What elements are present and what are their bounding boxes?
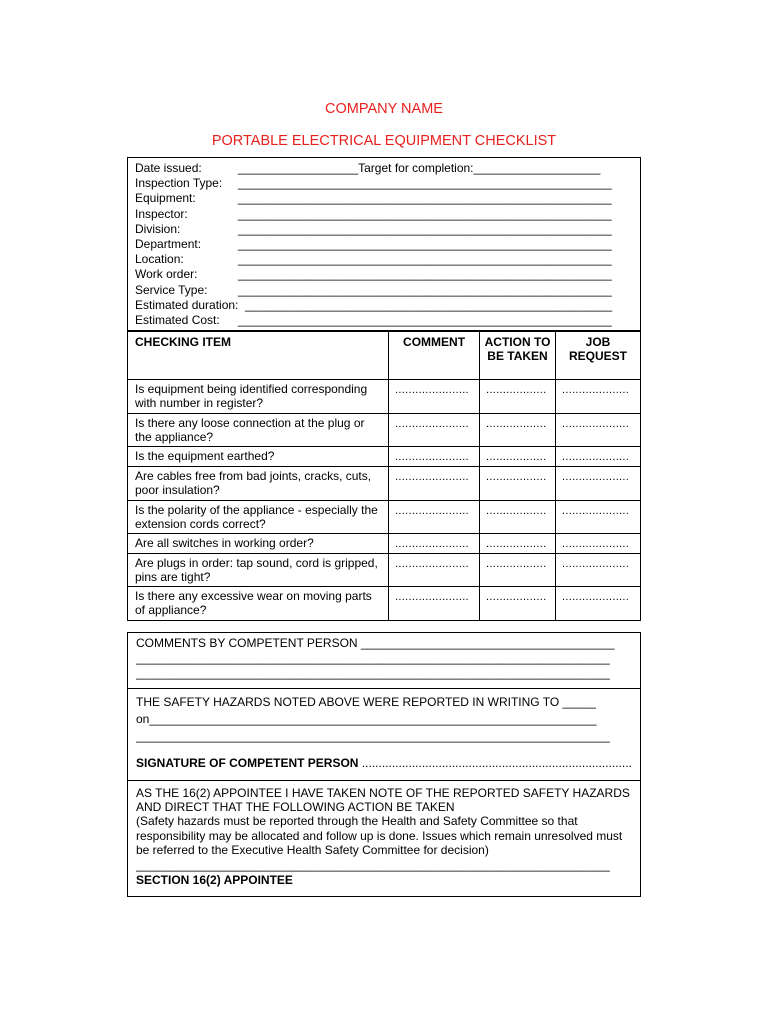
appointee-block <box>128 781 640 888</box>
checklist-header-row <box>128 332 641 380</box>
hazards-reported-block <box>128 689 640 781</box>
checking-item-text: Is the polarity of the appliance - especially the extension cords correct? <box>128 501 389 534</box>
comment-cell[interactable]: ...................... <box>389 447 480 467</box>
action-cell[interactable]: .................. <box>480 447 556 467</box>
job-request-cell[interactable]: .................... <box>556 380 641 414</box>
table-row <box>128 447 641 467</box>
field-estimated-duration[interactable] <box>135 298 640 313</box>
action-cell[interactable]: .................. <box>480 380 556 414</box>
comment-line[interactable]: _______________________________________________________________________ <box>136 666 610 680</box>
field-date-issued[interactable] <box>135 161 640 176</box>
field-label: Division: <box>135 221 181 236</box>
appointee-label: SECTION 16(2) APPOINTEE <box>136 872 293 887</box>
checking-item-text: Are cables free from bad joints, cracks, cuts, poor insulation? <box>128 467 389 501</box>
reported-on-line: ___________________________________________________________________ <box>149 712 597 726</box>
competent-comments-label: COMMENTS BY COMPETENT PERSON <box>136 636 358 650</box>
comment-cell[interactable]: ...................... <box>389 380 480 414</box>
field-line: _______________________________________________________ <box>245 297 613 312</box>
comment-cell[interactable]: ...................... <box>389 467 480 501</box>
field-line: __________________Target for completion:___________________ <box>238 161 601 175</box>
field-label: Work order: <box>135 267 198 282</box>
field-service-type[interactable] <box>135 283 640 298</box>
hazards-reported-text: THE SAFETY HAZARDS NOTED ABOVE WERE REPORTED IN WRITING TO <box>136 695 560 709</box>
comments-section <box>127 632 641 897</box>
comment-cell[interactable]: ...................... <box>389 554 480 587</box>
appointee-line[interactable]: _______________________________________________________________________ <box>136 857 610 872</box>
field-line: ________________________________________________________ <box>238 267 612 282</box>
field-label: Equipment: <box>135 191 196 206</box>
job-request-cell[interactable]: .................... <box>556 587 641 621</box>
checking-item-text: Is there any excessive wear on moving parts of appliance? <box>128 587 389 621</box>
field-label: Estimated duration: <box>135 297 239 312</box>
signature-dots: ................................................................................. <box>361 756 632 770</box>
action-cell[interactable]: .................. <box>480 467 556 501</box>
table-row <box>128 414 641 447</box>
action-cell[interactable]: .................. <box>480 534 556 554</box>
competent-comments-block <box>128 633 640 689</box>
action-cell[interactable]: .................. <box>480 414 556 447</box>
comment-cell[interactable]: ...................... <box>389 414 480 447</box>
table-row <box>128 534 641 554</box>
field-line: ________________________________________________________ <box>238 252 612 267</box>
checking-item-text: Are plugs in order: tap sound, cord is gripped, pins are tight? <box>128 554 389 587</box>
field-inspector[interactable] <box>135 207 640 222</box>
field-work-order[interactable] <box>135 267 640 282</box>
signature-label: SIGNATURE OF COMPETENT PERSON <box>136 756 359 770</box>
comment-cell[interactable]: ...................... <box>389 534 480 554</box>
field-line: ________________________________________________________ <box>238 282 612 297</box>
company-name: COMPANY NAME <box>325 101 443 117</box>
comment-line[interactable]: _______________________________________________________________________ <box>136 651 610 665</box>
table-row <box>128 587 641 621</box>
checking-item-text: Is equipment being identified corresponding with number in register? <box>128 380 389 414</box>
field-estimated-cost[interactable] <box>135 313 640 328</box>
details-form <box>127 157 641 331</box>
col-checking-item: CHECKING ITEM <box>128 332 389 380</box>
field-label: Location: <box>135 252 184 267</box>
field-label: Department: <box>135 236 202 251</box>
job-request-cell[interactable]: .................... <box>556 501 641 534</box>
reported-on-text: on <box>136 712 150 726</box>
job-request-cell[interactable]: .................... <box>556 447 641 467</box>
action-cell[interactable]: .................. <box>480 501 556 534</box>
field-label: Inspection Type: <box>135 176 223 191</box>
action-cell[interactable]: .................. <box>480 554 556 587</box>
table-row <box>128 380 641 414</box>
field-equipment[interactable] <box>135 191 640 206</box>
table-row <box>128 467 641 501</box>
appointee-statement: AS THE 16(2) APPOINTEE I HAVE TAKEN NOTE OF THE REPORTED SAFETY HAZARDS AND DIRECT THAT THE FOLLOWING ACTION BE TAKEN <box>136 786 630 814</box>
field-line: ________________________________________________________ <box>238 176 612 191</box>
field-label: Date issued: <box>135 161 202 175</box>
table-row <box>128 554 641 587</box>
field-line: ________________________________________________________ <box>238 191 612 206</box>
field-line: ________________________________________________________ <box>238 206 612 221</box>
field-line: ________________________________________________________ <box>238 312 612 327</box>
field-line: ________________________________________________________ <box>238 236 612 251</box>
field-label: Estimated Cost: <box>135 312 220 327</box>
job-request-cell[interactable]: .................... <box>556 554 641 587</box>
field-division[interactable] <box>135 222 640 237</box>
checking-item-text: Is there any loose connection at the plug or the appliance? <box>128 414 389 447</box>
signature-field[interactable] <box>136 756 632 771</box>
field-inspection-type[interactable] <box>135 176 640 191</box>
document-title: PORTABLE ELECTRICAL EQUIPMENT CHECKLIST <box>211 133 557 149</box>
competent-comments-field[interactable] <box>136 636 632 651</box>
appointee-note: (Safety hazards must be reported through the Health and Safety Committee so that responsibility may be allocated and follow up is done. Issues which remain unresolved must be referred to the Executive Health Safety Committee for decision) <box>136 814 623 857</box>
comment-line[interactable]: _______________________________________________________________________ <box>136 729 610 743</box>
field-label: Inspector: <box>135 206 188 221</box>
hazards-reported-line: _____ <box>562 695 596 709</box>
field-line: ________________________________________________________ <box>238 221 612 236</box>
col-comment: COMMENT <box>389 332 480 380</box>
table-row <box>128 501 641 534</box>
checking-item-text: Is the equipment earthed? <box>128 447 389 467</box>
checking-item-text: Are all switches in working order? <box>128 534 389 554</box>
reported-on-field[interactable] <box>136 712 632 727</box>
job-request-cell[interactable]: .................... <box>556 414 641 447</box>
hazards-reported-field[interactable] <box>136 695 632 710</box>
action-cell[interactable]: .................. <box>480 587 556 621</box>
col-action: ACTION TO BE TAKEN <box>480 332 556 380</box>
job-request-cell[interactable]: .................... <box>556 534 641 554</box>
comment-cell[interactable]: ...................... <box>389 501 480 534</box>
col-job-request: JOB REQUEST <box>556 332 641 380</box>
checklist-table <box>127 331 641 621</box>
job-request-cell[interactable]: .................... <box>556 467 641 501</box>
field-location[interactable] <box>135 252 640 267</box>
field-label: Service Type: <box>135 282 208 297</box>
comment-cell[interactable]: ...................... <box>389 587 480 621</box>
competent-comments-line: ______________________________________ <box>360 636 615 650</box>
field-department[interactable] <box>135 237 640 252</box>
